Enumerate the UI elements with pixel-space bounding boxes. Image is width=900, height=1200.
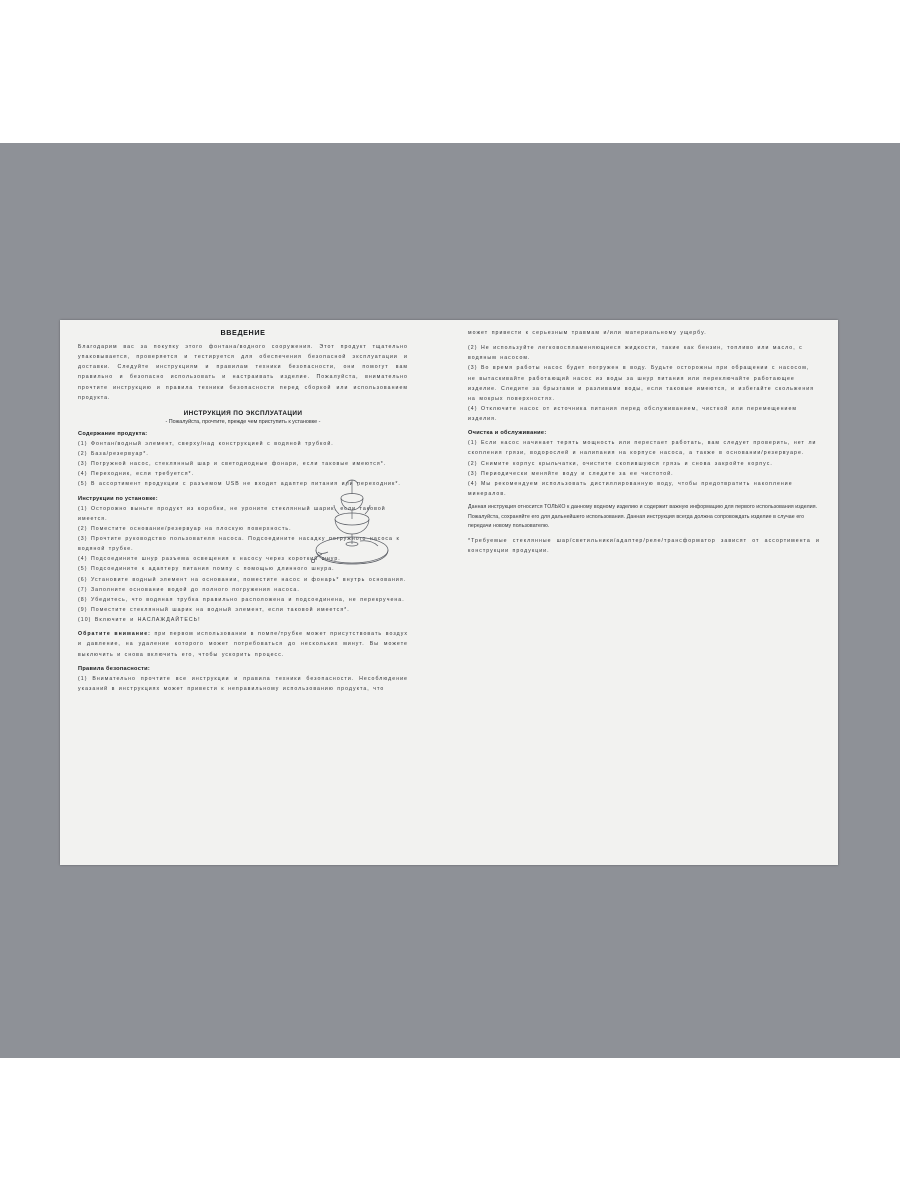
list-item: (4) Отключите насос от источника питания перед обслуживанием, чисткой или перемещением изделия. xyxy=(468,405,797,423)
manual-subtitle: - Пожалуйста, прочтите, прежде чем приступить к установке - xyxy=(165,418,321,425)
list-item: (10) Включите и НАСЛАЖДАЙТЕСЬ! xyxy=(78,617,201,624)
list-item: (8) Убедитесь, что водяная трубка правильно расположена и подсоединена, не перекручена. xyxy=(78,596,405,603)
list-item: (1) Если насос начинает терять мощность или перестает работать, вам следует проверить, нет ли скопления грязи, водорослей и налипания на корпусе насоса, а также в основании/резервуаре. xyxy=(468,440,817,457)
right-column xyxy=(468,328,820,561)
list-item: (6) Установите водный элемент на основании, поместите насос и фонарь* внутрь основания. xyxy=(78,576,407,583)
list-item: (1) Осторожно выньте продукт из коробки, не уроните стеклянный шарик, если таковой имеется. xyxy=(78,505,386,522)
attention-label: Обратите внимание: xyxy=(78,631,151,638)
safety-heading: Правила безопасности: xyxy=(78,665,151,672)
page-title: ВВЕДЕНИЕ xyxy=(220,328,266,337)
list-item: (3) Во время работы насос будет погружен в воду. Будьте осторожны при обращении с насосом, не вытаскивайте работающий насос из воды за шнур питания или переключайте работающее изделие. Следите за брызгами и разливами воды, если таковые имеются, и избегайте скольжения на мокрых поверхностях. xyxy=(468,365,815,402)
maintenance-list xyxy=(468,438,820,499)
install-heading: Инструкции по установке: xyxy=(78,495,158,502)
maintenance-heading: Очистка и обслуживание: xyxy=(468,430,547,437)
footer-asterisk-note: *Требуемые стеклянные шар/светильники/адаптер/реле/трансформатор зависят от ассортимента и конструкции продукции. xyxy=(468,537,820,555)
list-item: (9) Поместите стеклянный шарик на водный элемент, если таковой имеется*. xyxy=(78,606,350,613)
attention-paragraph xyxy=(78,629,408,659)
list-item: (4) Подсоедините шнур разъема освещения к насосу через короткий шнур. xyxy=(78,556,341,563)
fountain-line-drawing-icon xyxy=(298,478,406,570)
list-item: (5) Подсоедините к адаптеру питания помпу с помощью длинного шнура. xyxy=(78,566,335,573)
list-item: (4) Переходник, если требуется*. xyxy=(78,471,195,478)
right-continuation: может привести к серьезным травмам и/или материальному ущербу. xyxy=(468,330,707,336)
list-item: (3) Прочтите руководство пользователя насоса. Подсоедините насадку погружного насоса к водяной трубке. xyxy=(78,535,400,553)
list-item: (5) В ассортимент продукции с разъемом USB не входит адаптер питания или переходник*. xyxy=(78,481,401,488)
manual-title: ИНСТРУКЦИЯ ПО ЭКСПЛУАТАЦИИ xyxy=(183,409,303,417)
intro-paragraph: Благодарим вас за покупку этого фонтана/водного сооружения. Этот продукт тщательно упаковывается, проверяется и тестируется для обеспечения безопасной эксплуатации и доставки. Следуйте инструкциям и правилам техники безопасности, они помогут вам правильно и безопасно использовать и настраивать изделие. Пожалуйста, внимательно прочтите инструкцию и правила техники безопасности перед сборкой или использованием продукта. xyxy=(78,344,408,401)
attention-text: при первом использовании в помпе/трубке может присутствовать воздух и давление, на удаление которого может потребоваться до нескольких минут. Вы можете выключить и снова включить его, чтобы ускорить процесс. xyxy=(78,631,408,658)
list-item: (4) Мы рекомендуем использовать дистиллированную воду, чтобы предотвратить накопление минералов. xyxy=(468,480,793,497)
list-item: (2) Не используйте легковоспламеняющиеся жидкости, такие как бензин, топливо или масло, с водяным насосом. xyxy=(468,345,803,362)
list-item: (2) Поместите основание/резервуар на плоскую поверхность. xyxy=(78,525,292,532)
list-item: (2) Снимите корпус крыльчатки, очистите скопившуюся грязь и снова закройте корпус. xyxy=(468,460,773,467)
list-item: (1) Фонтан/водный элемент, сверху/над конструкцией с водяной трубкой. xyxy=(78,440,334,447)
list-item: (2) База/резервуар*. xyxy=(78,450,149,457)
list-item: (7) Заполните основание водой до полного погружения насоса. xyxy=(78,586,300,593)
safety-list xyxy=(468,343,820,424)
list-item: (3) Периодически меняйте воду и следите за ее чистотой. xyxy=(468,470,674,477)
left-column xyxy=(78,328,408,699)
safety-paragraph: (1) Внимательно прочтите все инструкции и правила техники безопасности. Несоблюдение указаний в инструкциях может привести к неправильному использованию продукта, что xyxy=(78,675,408,692)
contents-heading: Содержание продукта: xyxy=(78,430,148,437)
instruction-sheet xyxy=(60,320,838,865)
list-item: (3) Погружной насос, стеклянный шар и светодиодные фонари, если таковые имеются*. xyxy=(78,461,387,468)
footer-note: Данная инструкция относится ТОЛЬКО к данному водному изделию и содержит важную информацию для первого использования изделия. Пожалуйста, сохраняйте его для дальнейшего использования. Данная инструкция всегда должна сопровождать изделие в случае его передачи новому пользователю. xyxy=(468,504,818,530)
